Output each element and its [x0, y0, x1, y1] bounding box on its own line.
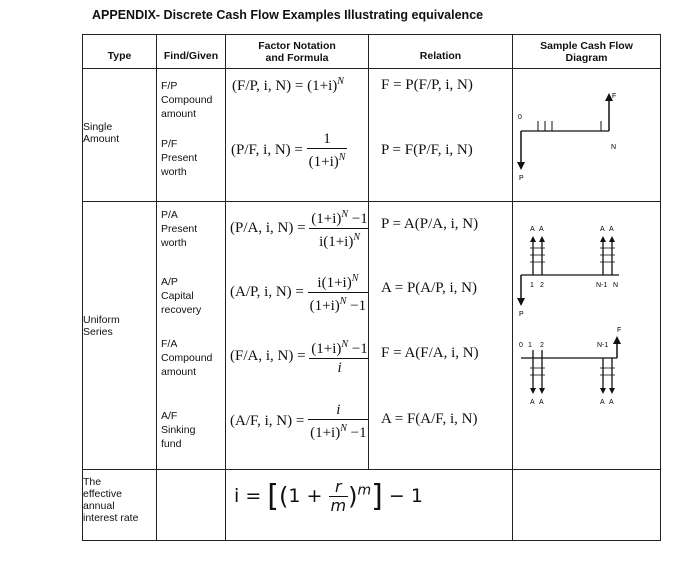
label-0-fa: 0 [519, 342, 523, 349]
find-given-pf: P/F Present worth [161, 138, 198, 178]
effective-rate-formula: i = [(1 + $\frac{r}{m}$ )$^m$] − 1 [234, 477, 423, 515]
type-uniform-series: Uniform Series [83, 202, 157, 470]
relation-pf: P = F(P/F, i, N) [381, 142, 473, 158]
diagram-uniform-series [513, 202, 661, 470]
find-given-single [157, 69, 226, 202]
header-factor: Factor Notation and Formula [226, 35, 369, 69]
formula-af: (A/F, i, N) = $\frac{i}{(1+i)^N -1}$ [230, 402, 367, 441]
label-a-3: A [600, 226, 605, 233]
uniform-series-svg [513, 202, 661, 464]
label-1-fa: 1 [528, 342, 532, 349]
label-0: 0 [518, 114, 522, 121]
relation-fp: F = P(F/P, i, N) [381, 77, 473, 93]
diagram-effective-empty [513, 470, 661, 541]
effective-rate-formula-cell [226, 470, 513, 541]
header-type: Type [83, 35, 157, 69]
find-given-uniform [157, 202, 226, 470]
relation-ap: A = P(A/P, i, N) [381, 280, 477, 296]
p-arrowhead [517, 162, 525, 170]
type-effective-rate: The effective annual interest rate [83, 470, 157, 541]
single-amount-svg [513, 69, 661, 196]
label-1: 1 [530, 282, 534, 289]
label-a-1: A [530, 226, 535, 233]
relation-af: A = F(A/F, i, N) [381, 411, 478, 427]
label-p-uniform: P [519, 311, 524, 318]
label-n: N [613, 282, 619, 289]
label-p: P [519, 175, 524, 182]
diagram-single-amount [513, 69, 661, 202]
page-title: APPENDIX- Discrete Cash Flow Examples Illustrating equivalence [92, 8, 484, 22]
formula-ap: (A/P, i, N) = $\frac{i(1+i)^N}{(1+i)^N -1}$ [230, 273, 367, 314]
cash-flow-table [82, 34, 661, 541]
label-n-1: N-1 [596, 282, 608, 289]
find-given-pa: P/A Present worth [161, 209, 198, 249]
label-f-fa: F [617, 327, 622, 334]
label-a-7: A [600, 399, 605, 406]
label-n-1-fa: N-1 [597, 342, 609, 349]
factor-uniform [226, 202, 369, 470]
a-arrows-up-group [530, 236, 615, 275]
a-arrows-down-group [530, 350, 615, 394]
label-a-8: A [609, 399, 614, 406]
formula-pf: (P/F, i, N) = $\frac{1}{(1+i)^N}$ [231, 131, 346, 170]
header-sample-diagram: Sample Cash Flow Diagram [513, 35, 661, 69]
factor-single [226, 69, 369, 202]
label-f: F [612, 93, 617, 100]
find-given-effective [157, 470, 226, 541]
label-a-4: A [609, 226, 614, 233]
f-arrowhead-fa [613, 336, 621, 344]
relation-single [369, 69, 513, 202]
label-a-2: A [539, 226, 544, 233]
relation-pa: P = A(P/A, i, N) [381, 216, 479, 232]
formula-pa: (P/A, i, N) = $\frac{(1+i)^N -1}{i(1+i)^N}$ [230, 209, 368, 250]
formula-fp: (F/P, i, $N) = (1+i)^N$ [232, 76, 344, 94]
label-a-5: A [530, 399, 535, 406]
p-arrowhead-pa [517, 298, 525, 306]
label-n: N [611, 144, 617, 151]
find-given-fa: F/A Compound amount [161, 338, 213, 378]
label-2: 2 [540, 282, 544, 289]
label-2-fa: 2 [540, 342, 544, 349]
relation-uniform [369, 202, 513, 470]
relation-fa: F = A(F/A, i, N) [381, 345, 479, 361]
find-given-fp: F/P Compound amount [161, 80, 213, 120]
header-find-given: Find/Given [157, 35, 226, 69]
find-given-ap: A/P Capital recovery [161, 276, 202, 316]
type-single-amount: Single Amount [83, 69, 157, 202]
header-relation: Relation [369, 35, 513, 69]
label-a-6: A [539, 399, 544, 406]
find-given-af: A/F Sinking fund [161, 410, 196, 450]
formula-fa: (F/A, i, N) = $\frac{(1+i)^N -1}{i}$ [230, 339, 368, 376]
